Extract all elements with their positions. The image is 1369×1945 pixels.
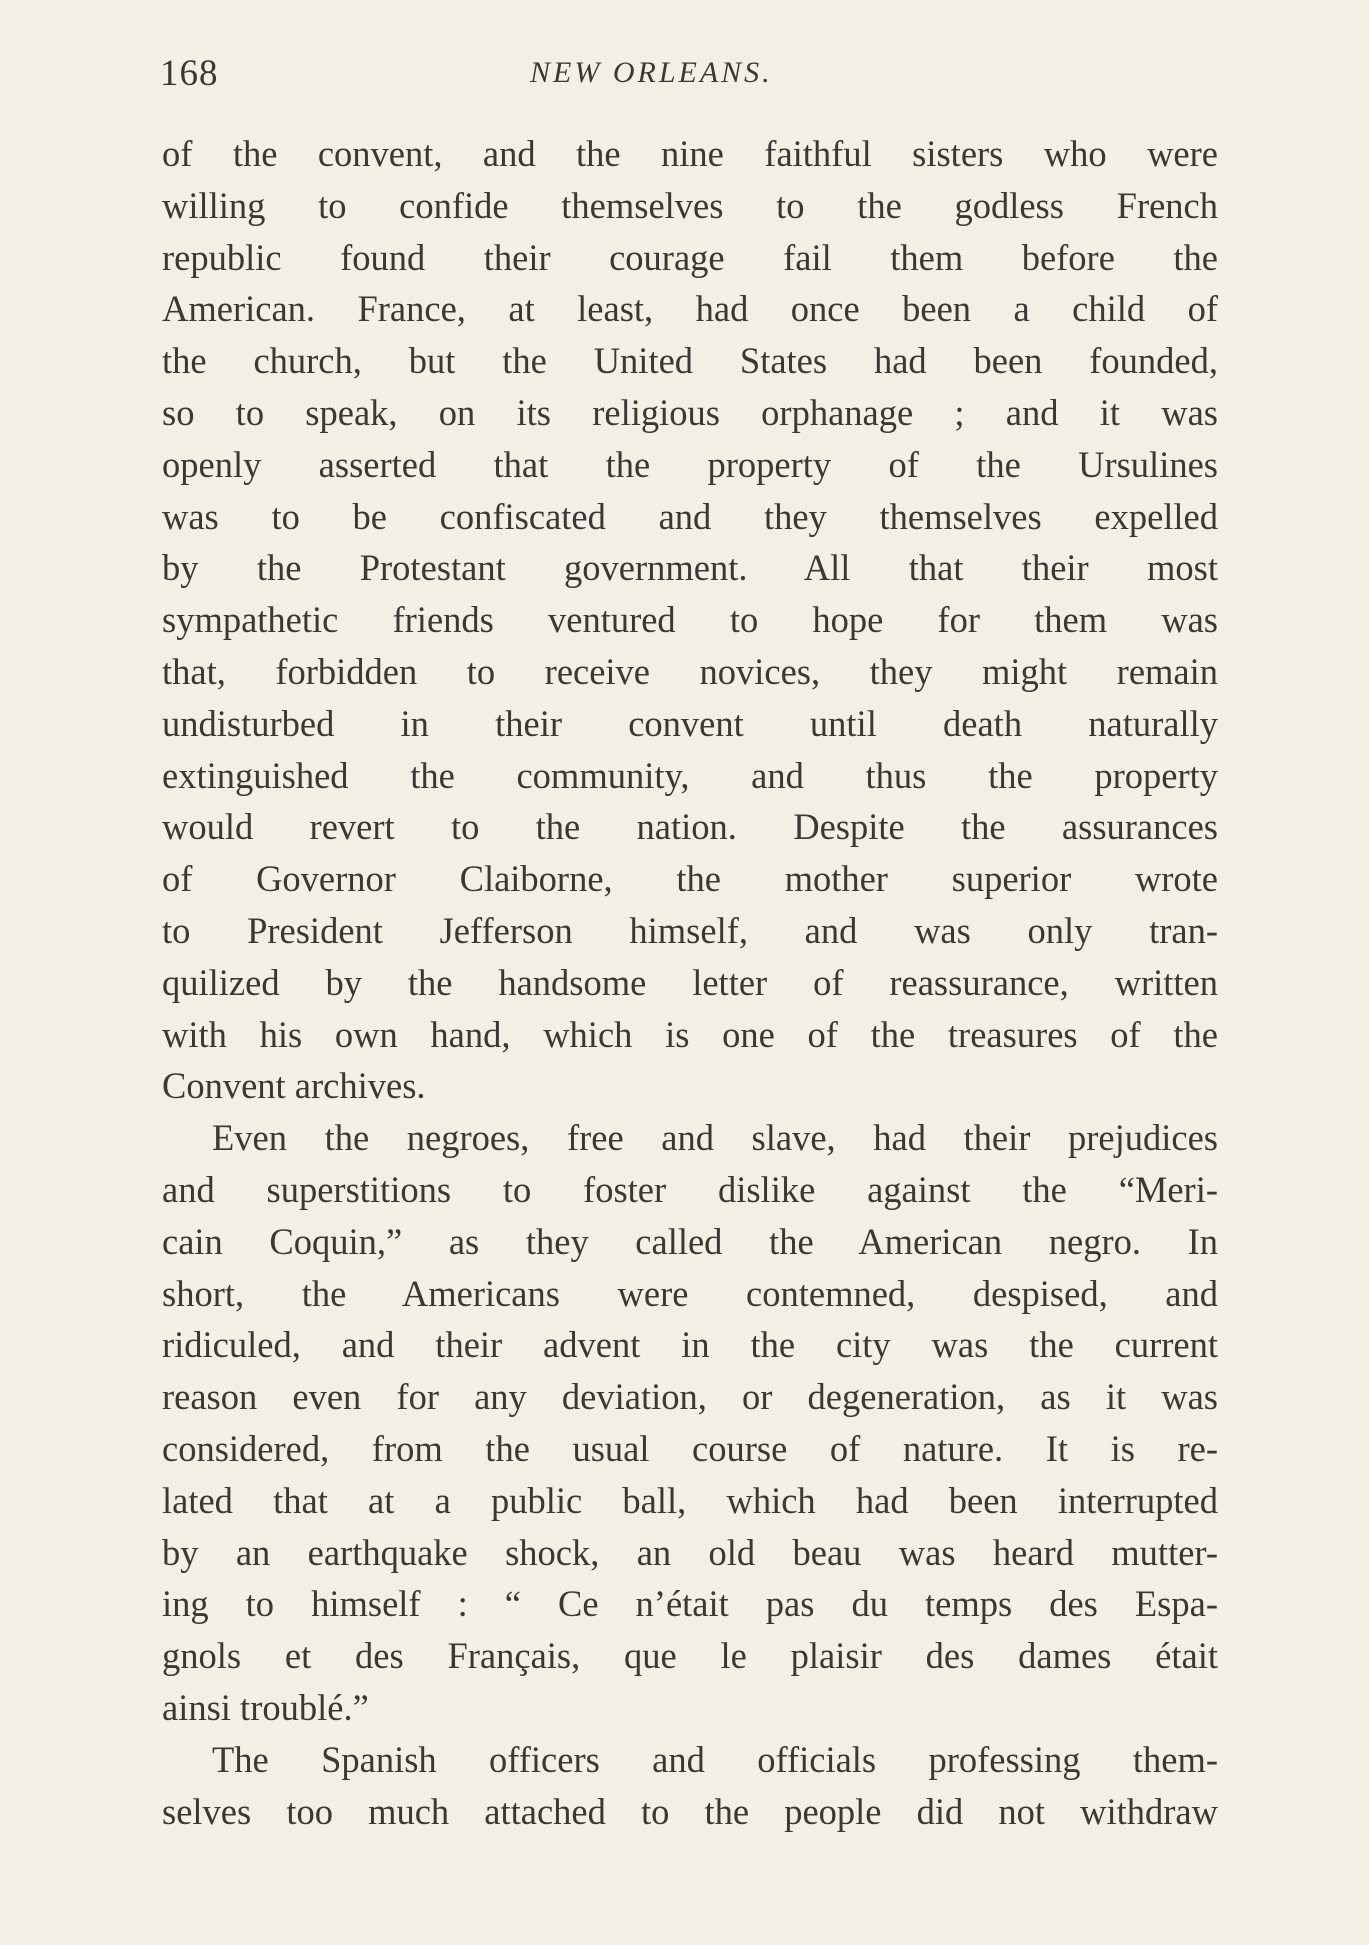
text-line: ainsi troublé.”	[162, 1686, 369, 1728]
text-line: that, forbidden to receive novices, they might remain	[162, 650, 1218, 692]
paragraph	[162, 1734, 1218, 1838]
text-line: by the Protestant government. All that their most	[162, 547, 1218, 589]
text-line: cain Coquin,” as they called the American negro. In	[162, 1220, 1218, 1262]
text-line: willing to confide themselves to the godless French	[162, 184, 1218, 226]
text-line: so to speak, on its religious orphanage ; and it was	[162, 391, 1218, 433]
text-line: the church, but the United States had been founded,	[162, 340, 1218, 382]
page-header	[160, 52, 1220, 102]
paragraph	[162, 1112, 1218, 1734]
text-line: gnols et des Français, que le plaisir des dames était	[162, 1635, 1218, 1677]
text-line: quilized by the handsome letter of reassurance, written	[162, 961, 1218, 1003]
text-line: openly asserted that the property of the Ursulines	[162, 443, 1218, 485]
text-line: The Spanish officers and officials professing them-	[212, 1738, 1218, 1780]
text-line: ridiculed, and their advent in the city was the current	[162, 1324, 1218, 1366]
text-line: of Governor Claiborne, the mother superior wrote	[162, 858, 1218, 900]
text-line: ing to himself : “ Ce n’était pas du temps des Espa-	[162, 1583, 1218, 1625]
paragraph	[162, 128, 1218, 1112]
text-line: reason even for any deviation, or degeneration, as it was	[162, 1376, 1218, 1418]
text-line: Even the negroes, free and slave, had their prejudices	[212, 1117, 1218, 1159]
text-line: would revert to the nation. Despite the assurances	[162, 806, 1218, 848]
text-line: and superstitions to foster dislike against the “Meri-	[162, 1168, 1218, 1210]
text-line: by an earthquake shock, an old beau was heard mutter-	[162, 1531, 1218, 1573]
text-line: republic found their courage fail them before the	[162, 236, 1218, 278]
text-line: undisturbed in their convent until death naturally	[162, 702, 1218, 744]
text-line: extinguished the community, and thus the property	[162, 754, 1218, 796]
text-line: sympathetic friends ventured to hope for them was	[162, 599, 1218, 641]
text-line: considered, from the usual course of nature. It is re-	[162, 1427, 1218, 1469]
body-text	[162, 128, 1218, 1837]
text-line: was to be confiscated and they themselves expelled	[162, 495, 1218, 537]
text-line: of the convent, and the nine faithful sisters who were	[162, 133, 1218, 174]
text-line: lated that at a public ball, which had been interrupted	[162, 1479, 1218, 1521]
page-number: 168	[160, 53, 219, 94]
text-line: selves too much attached to the people did not withdraw	[162, 1790, 1218, 1832]
text-line: short, the Americans were contemned, despised, and	[162, 1272, 1218, 1314]
text-line: Convent archives.	[162, 1065, 426, 1107]
text-line: to President Jefferson himself, and was only tran-	[162, 909, 1218, 951]
text-line: American. France, at least, had once been a child of	[162, 288, 1218, 330]
running-title: NEW ORLEANS.	[530, 56, 773, 89]
text-line: with his own hand, which is one of the treasures of the	[162, 1013, 1218, 1055]
